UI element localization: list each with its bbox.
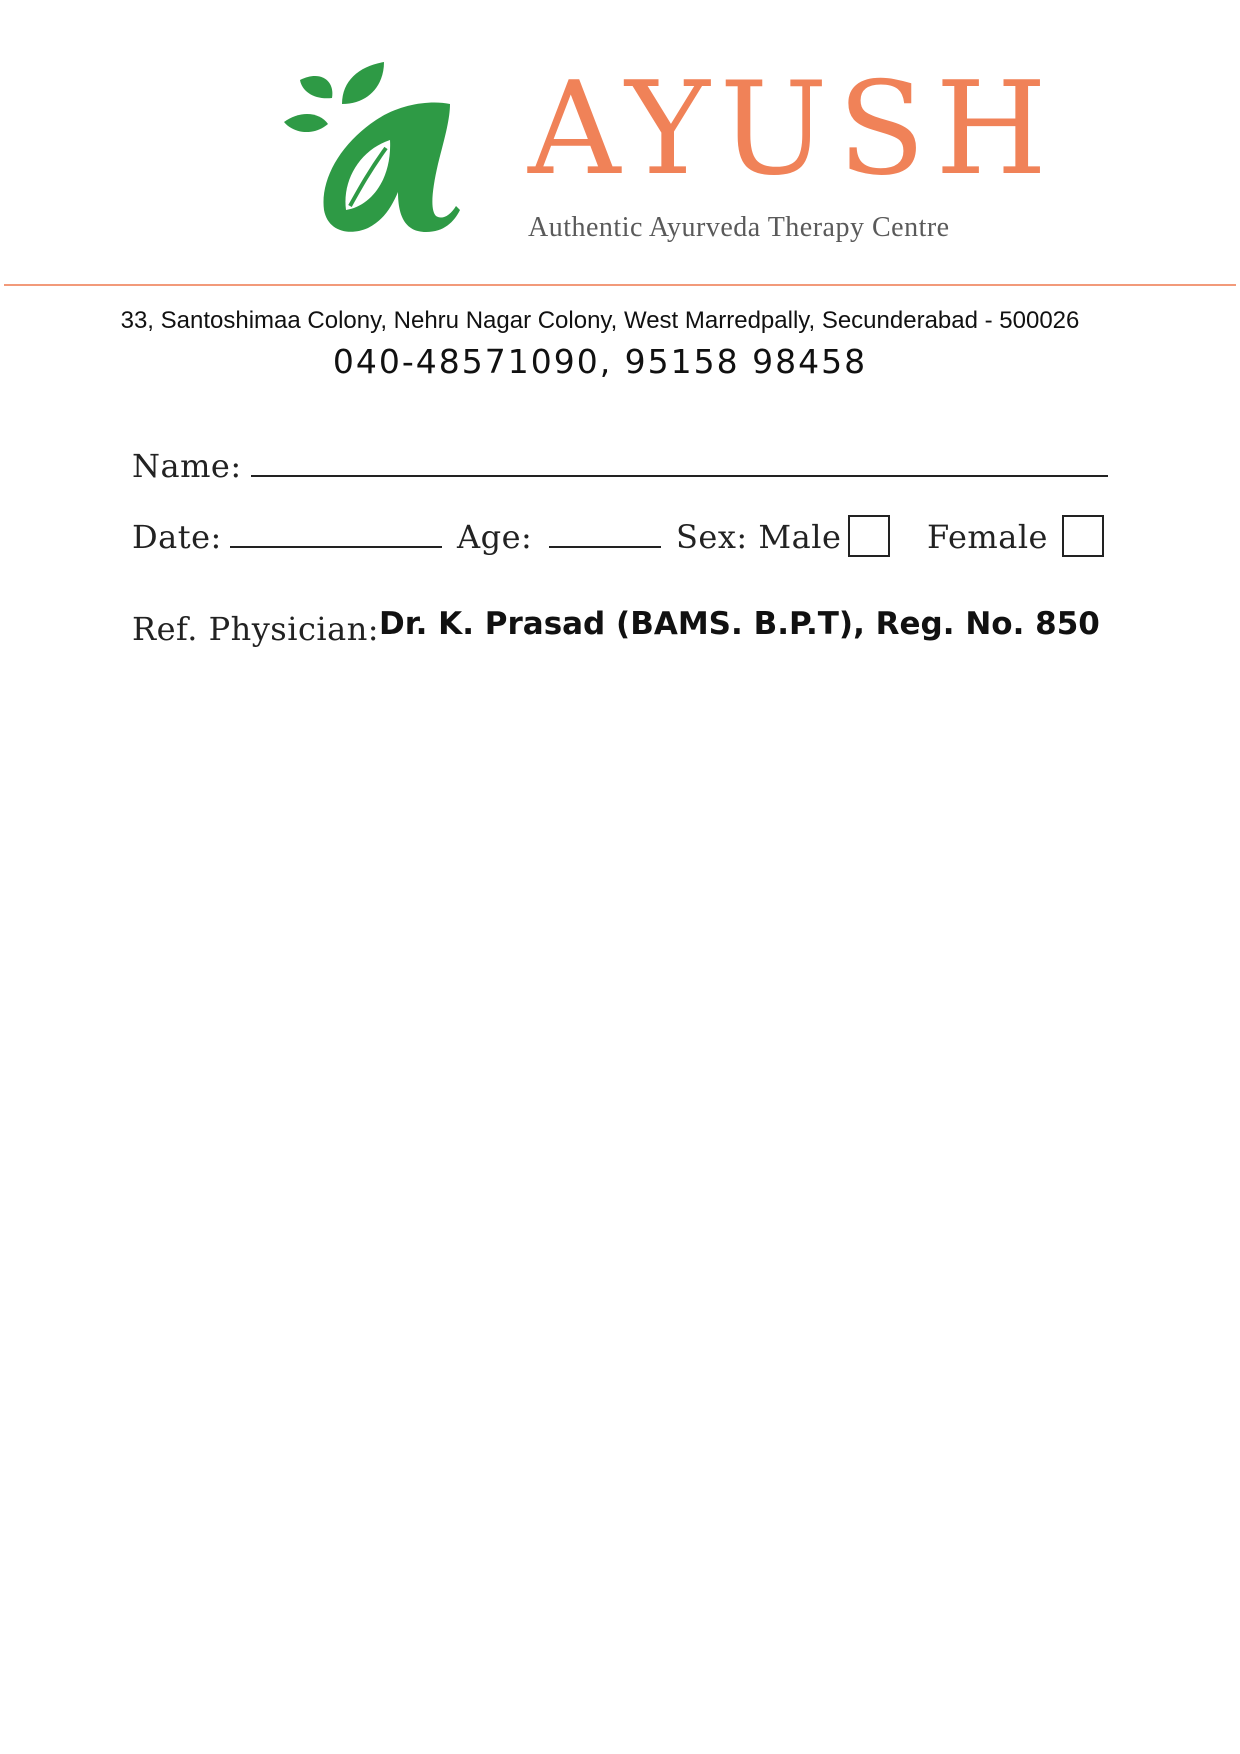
ayush-leaf-logo-icon <box>280 60 480 240</box>
female-checkbox[interactable] <box>1062 515 1104 557</box>
date-field[interactable] <box>230 546 442 548</box>
brand-wordmark: AYUSH <box>528 55 1057 204</box>
age-field[interactable] <box>549 546 661 548</box>
age-label: Age: <box>457 518 533 556</box>
brand-tagline: Authentic Ayurveda Therapy Centre <box>528 212 950 243</box>
ref-physician-value: Dr. K. Prasad (BAMS. B.P.T), Reg. No. 850 <box>379 606 1100 642</box>
clinic-phone-numbers: 040-48571090, 95158 98458 <box>332 342 868 381</box>
female-label: Female <box>927 518 1048 556</box>
name-field[interactable] <box>251 475 1108 477</box>
clinic-address: 33, Santoshimaa Colony, Nehru Nagar Colony, West Marredpally, Secunderabad - 500026 <box>120 307 1080 334</box>
name-label: Name: <box>132 447 242 485</box>
ref-physician-label: Ref. Physician: <box>132 610 380 648</box>
header-divider <box>4 284 1236 286</box>
date-label: Date: <box>132 518 222 556</box>
male-checkbox[interactable] <box>848 515 890 557</box>
sex-male-label: Sex: Male <box>676 518 842 556</box>
